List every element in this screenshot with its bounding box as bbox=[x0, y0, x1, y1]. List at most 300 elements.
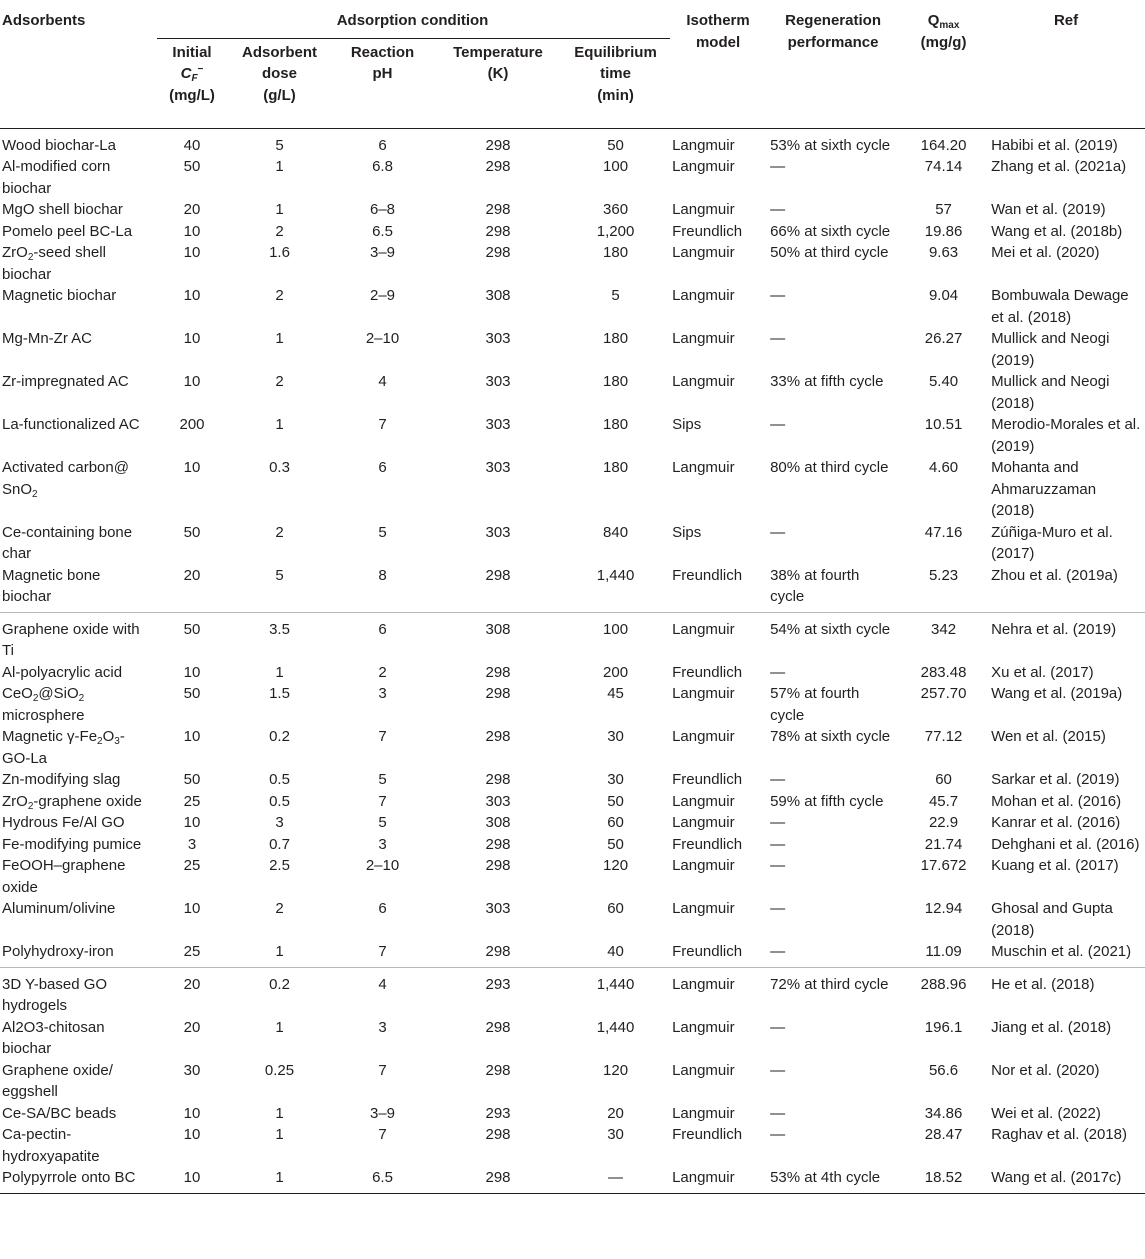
cell-regeneration-performance: — bbox=[770, 663, 786, 681]
cell-regeneration-performance: 54% at sixth cycle bbox=[768, 612, 900, 662]
cell-initial-concentration: 25 bbox=[183, 857, 201, 874]
table-section bbox=[0, 967, 1145, 1193]
table-row bbox=[0, 1017, 1145, 1060]
cell-qmax: 196.1 bbox=[924, 1018, 963, 1036]
cell-adsorbent-dose: 3.5 bbox=[229, 612, 332, 662]
cell-initial-concentration: 50 bbox=[183, 685, 201, 702]
cell-isotherm-model: Freundlich bbox=[672, 222, 743, 240]
adsorbent-formula-part: -graphene oxide bbox=[33, 792, 142, 810]
cell-qmax: 4.60 bbox=[928, 459, 959, 476]
cell-isotherm-model: Langmuir bbox=[672, 287, 735, 304]
cell-temperature: 298 bbox=[485, 771, 511, 788]
cell-qmax: 288.96 bbox=[900, 967, 989, 1017]
cell-reaction-ph: 5 bbox=[378, 771, 387, 788]
cell-adsorbent-dose: 1 bbox=[275, 943, 284, 960]
cell-initial-concentration: 10 bbox=[183, 1104, 201, 1122]
cell-equilibrium-time: 180 bbox=[603, 416, 629, 433]
adsorbent-formula-part: ZrO bbox=[2, 792, 28, 810]
cell-qmax: 77.12 bbox=[924, 728, 963, 745]
cell-regeneration-performance: — bbox=[770, 523, 786, 541]
cell-adsorbent: La-functionalized AC bbox=[2, 416, 140, 433]
header-regeneration-performance: Regeneration performance bbox=[785, 12, 881, 51]
cell-reaction-ph: 6.5 bbox=[332, 1167, 435, 1193]
cell-reaction-ph: 7 bbox=[378, 728, 387, 745]
cell-temperature: 298 bbox=[485, 857, 511, 874]
adsorbent-formula-part: CeO bbox=[2, 685, 33, 702]
cell-reference: Dehghani et al. (2016) bbox=[991, 835, 1140, 853]
cell-reference: Wang et al. (2017c) bbox=[989, 1167, 1145, 1193]
cell-adsorbent bbox=[0, 242, 157, 285]
cell-adsorbent-dose: 3 bbox=[275, 814, 284, 831]
cell-adsorbent: Polyhydroxy-iron bbox=[2, 943, 114, 960]
table-row bbox=[0, 662, 1145, 684]
cell-equilibrium-time: 50 bbox=[607, 136, 624, 154]
table-row bbox=[0, 726, 1145, 769]
adsorbent-formula-part: 2 bbox=[32, 488, 38, 500]
cell-temperature: 308 bbox=[485, 287, 511, 304]
table-row bbox=[0, 941, 1145, 967]
cell-adsorbent: Fe-modifying pumice bbox=[2, 835, 142, 853]
cell-reaction-ph: 3 bbox=[378, 835, 387, 853]
cell-adsorbent: Magnetic biochar bbox=[2, 287, 117, 304]
cell-adsorbent: Wood biochar-La bbox=[2, 136, 116, 154]
cell-reference: Raghav et al. (2018) bbox=[991, 1126, 1127, 1143]
cell-reaction-ph: 3 bbox=[378, 1018, 387, 1036]
cell-qmax: 22.9 bbox=[928, 814, 959, 831]
table-section bbox=[0, 128, 1145, 612]
table-section bbox=[0, 612, 1145, 967]
table-row bbox=[0, 769, 1145, 791]
cell-initial-concentration: 10 bbox=[183, 244, 201, 261]
cell-qmax: 342 bbox=[900, 612, 989, 662]
cell-temperature: 303 bbox=[485, 416, 511, 433]
table-row bbox=[0, 522, 1145, 565]
cell-adsorbent: Zn-modifying slag bbox=[2, 771, 121, 788]
cell-adsorbent-dose: 0.7 bbox=[269, 835, 290, 853]
cell-reference: Wang et al. (2018b) bbox=[991, 222, 1123, 240]
cell-adsorbent-dose: 1 bbox=[275, 158, 284, 175]
cell-reference: Ghosal and Gupta (2018) bbox=[991, 900, 1113, 939]
cell-isotherm-model: Sips bbox=[672, 523, 702, 541]
header-ref: Ref bbox=[1053, 12, 1079, 29]
cell-temperature: 298 bbox=[485, 835, 511, 853]
cell-equilibrium-time: 20 bbox=[607, 1104, 624, 1122]
cell-reaction-ph: 5 bbox=[378, 814, 387, 831]
cell-regeneration-performance: 38% at fourth cycle bbox=[770, 566, 860, 605]
cell-reference: Mei et al. (2020) bbox=[991, 244, 1100, 261]
cell-equilibrium-time: 30 bbox=[607, 1126, 624, 1143]
adsorbent-formula-part: -GO-La bbox=[2, 728, 125, 767]
cell-adsorbent: Hydrous Fe/Al GO bbox=[2, 814, 125, 831]
cell-qmax: 5.40 bbox=[928, 373, 959, 390]
cell-adsorbent-dose: 2 bbox=[275, 222, 284, 240]
cell-adsorbent-dose: 0.2 bbox=[269, 728, 290, 745]
cell-regeneration-performance: — bbox=[770, 771, 786, 788]
cell-reaction-ph: 6 bbox=[378, 900, 387, 917]
cell-equilibrium-time: 360 bbox=[603, 201, 629, 218]
cell-reference: Kuang et al. (2017) bbox=[991, 857, 1119, 874]
cell-reaction-ph: 2–10 bbox=[365, 330, 400, 347]
cell-reference: Sarkar et al. (2019) bbox=[991, 771, 1120, 788]
cell-reference: Mullick and Neogi (2018) bbox=[991, 373, 1110, 412]
cell-temperature: 298 bbox=[485, 158, 511, 175]
cell-regeneration-performance: — bbox=[770, 1061, 786, 1079]
cell-temperature: 303 bbox=[485, 523, 511, 541]
adsorbent-formula-part: 2 bbox=[97, 736, 103, 747]
cell-adsorbent-dose: 2 bbox=[275, 287, 284, 304]
cell-temperature: 303 bbox=[485, 792, 511, 810]
cell-reference: Zhou et al. (2019a) bbox=[991, 566, 1118, 584]
cell-reference: Muschin et al. (2021) bbox=[991, 943, 1132, 960]
cell-adsorbent-dose: 0.2 bbox=[229, 967, 332, 1017]
cell-adsorbent bbox=[0, 726, 157, 769]
cell-equilibrium-time: 100 bbox=[563, 612, 670, 662]
cell-adsorbent: Ce-containing bone char bbox=[2, 523, 133, 562]
cell-reaction-ph: 2–9 bbox=[369, 287, 396, 304]
cell-equilibrium-time: 1,200 bbox=[596, 222, 635, 240]
adsorbent-formula-part: 3 bbox=[114, 736, 120, 747]
cell-regeneration-performance: — bbox=[770, 330, 786, 347]
cell-isotherm-model: Freundlich bbox=[672, 566, 743, 584]
cell-isotherm-model: Langmuir bbox=[672, 136, 735, 154]
cell-regeneration-performance: 33% at fifth cycle bbox=[770, 373, 884, 390]
cell-isotherm-model: Freundlich bbox=[672, 835, 743, 853]
cell-regeneration-performance: — bbox=[770, 835, 786, 853]
cell-reaction-ph: 7 bbox=[378, 1061, 387, 1079]
table-row bbox=[0, 855, 1145, 898]
cell-temperature: 308 bbox=[435, 612, 563, 662]
cell-reference: Wei et al. (2022) bbox=[991, 1104, 1101, 1122]
cell-regeneration-performance: 57% at fourth cycle bbox=[770, 685, 860, 724]
cell-adsorbent-dose: 2 bbox=[275, 523, 284, 541]
cell-reference: Mohanta and Ahmaruzzaman (2018) bbox=[991, 459, 1097, 519]
cell-qmax: 164.20 bbox=[920, 136, 967, 154]
cell-reaction-ph: 6 bbox=[332, 612, 435, 662]
cell-isotherm-model: Langmuir bbox=[672, 1018, 735, 1036]
cell-adsorbent-dose: 1 bbox=[275, 663, 284, 681]
cell-regeneration-performance: 53% at sixth cycle bbox=[770, 136, 891, 154]
cell-isotherm-model: Langmuir bbox=[670, 612, 768, 662]
cell-temperature: 298 bbox=[485, 685, 511, 702]
cell-reaction-ph: 8 bbox=[378, 566, 387, 584]
cell-isotherm-model: Sips bbox=[672, 416, 702, 433]
cell-adsorbent-dose: 1 bbox=[275, 330, 284, 347]
cell-adsorbent: Mg-Mn-Zr AC bbox=[2, 330, 92, 347]
cell-regeneration-performance: 78% at sixth cycle bbox=[770, 728, 891, 745]
cell-temperature: 308 bbox=[485, 814, 511, 831]
cell-reaction-ph: 2 bbox=[378, 663, 387, 681]
cell-reaction-ph: 6.8 bbox=[372, 158, 393, 175]
cell-reaction-ph: 6 bbox=[378, 459, 387, 476]
table-row bbox=[0, 683, 1145, 726]
cell-qmax: 18.52 bbox=[900, 1167, 989, 1193]
cell-initial-concentration: 10 bbox=[183, 900, 201, 917]
adsorbent-formula-part: ZrO bbox=[2, 244, 28, 261]
cell-reference: Mullick and Neogi (2019) bbox=[991, 330, 1110, 369]
cell-qmax: 12.94 bbox=[924, 900, 963, 917]
cell-reference: Nehra et al. (2019) bbox=[989, 612, 1145, 662]
cell-temperature: 303 bbox=[485, 900, 511, 917]
cell-temperature: 298 bbox=[485, 943, 511, 960]
cell-isotherm-model: Freundlich bbox=[672, 1126, 743, 1143]
table-row bbox=[0, 242, 1145, 285]
table-header bbox=[0, 4, 1145, 128]
cell-adsorbent-dose: 0.5 bbox=[269, 792, 290, 810]
cell-regeneration-performance: — bbox=[770, 287, 786, 304]
cell-regeneration-performance: — bbox=[770, 201, 786, 218]
header-reaction-ph: Reaction pH bbox=[350, 43, 415, 82]
cell-equilibrium-time: 120 bbox=[603, 1061, 629, 1079]
cell-reaction-ph: 7 bbox=[378, 1126, 387, 1143]
cell-regeneration-performance: 66% at sixth cycle bbox=[770, 222, 891, 240]
cell-qmax: 11.09 bbox=[925, 943, 962, 960]
cell-equilibrium-time: 5 bbox=[611, 287, 620, 304]
adsorbent-formula-part: 2 bbox=[78, 693, 85, 704]
cell-equilibrium-time: 1,440 bbox=[596, 566, 635, 584]
cell-reaction-ph: 4 bbox=[378, 373, 387, 390]
cell-regeneration-performance: — bbox=[770, 158, 786, 175]
cell-reaction-ph: 6 bbox=[378, 136, 387, 154]
cell-equilibrium-time: 840 bbox=[603, 523, 629, 541]
cell-isotherm-model: Langmuir bbox=[672, 857, 735, 874]
cell-isotherm-model: Langmuir bbox=[672, 728, 735, 745]
cell-initial-concentration: 10 bbox=[183, 459, 201, 476]
cell-isotherm-model: Freundlich bbox=[672, 771, 743, 788]
cell-reaction-ph: 5 bbox=[378, 523, 387, 541]
cell-reference: Nor et al. (2020) bbox=[991, 1061, 1100, 1079]
adsorbent-comparison-table bbox=[0, 4, 1145, 1194]
cell-reference: He et al. (2018) bbox=[989, 967, 1145, 1017]
table-row bbox=[0, 156, 1145, 199]
cell-temperature: 298 bbox=[485, 1061, 511, 1079]
cell-reference: Zhang et al. (2021a) bbox=[991, 158, 1127, 175]
cell-adsorbent-dose: 2 bbox=[275, 373, 284, 390]
cell-equilibrium-time: — bbox=[563, 1167, 670, 1193]
table-row bbox=[0, 791, 1145, 813]
cell-qmax: 57 bbox=[935, 201, 952, 218]
cell-adsorbent: Pomelo peel BC-La bbox=[2, 222, 133, 240]
cell-temperature: 303 bbox=[485, 330, 511, 347]
cell-adsorbent-dose: 0.3 bbox=[269, 459, 290, 476]
cell-equilibrium-time: 1,440 bbox=[596, 1018, 635, 1036]
cell-temperature: 298 bbox=[485, 663, 511, 681]
cell-reaction-ph: 4 bbox=[332, 967, 435, 1017]
table-row bbox=[0, 612, 1145, 662]
cell-isotherm-model: Langmuir bbox=[670, 1167, 768, 1193]
cell-qmax: 19.86 bbox=[924, 222, 963, 240]
cell-initial-concentration: 50 bbox=[183, 523, 201, 541]
table-row bbox=[0, 1167, 1145, 1193]
header-isotherm-model: Isotherm model bbox=[686, 12, 750, 51]
cell-adsorbent-dose: 1 bbox=[275, 1104, 284, 1122]
cell-reaction-ph: 3 bbox=[378, 685, 387, 702]
cell-isotherm-model: Langmuir bbox=[672, 373, 735, 390]
cell-initial-concentration: 20 bbox=[183, 201, 201, 218]
cell-temperature: 293 bbox=[435, 967, 563, 1017]
header-adsorbents: Adsorbents bbox=[2, 12, 86, 29]
cell-initial-concentration: 10 bbox=[183, 1126, 201, 1143]
cell-adsorbent: MgO shell biochar bbox=[2, 201, 123, 218]
cell-isotherm-model: Langmuir bbox=[672, 244, 735, 261]
cell-adsorbent-dose: 5 bbox=[275, 566, 284, 584]
table-row bbox=[0, 812, 1145, 834]
table-row bbox=[0, 457, 1145, 522]
cell-equilibrium-time: 180 bbox=[603, 459, 629, 476]
cell-reaction-ph: 6–8 bbox=[369, 201, 396, 218]
cell-regeneration-performance: — bbox=[770, 943, 786, 960]
cell-regeneration-performance: — bbox=[770, 857, 786, 874]
cell-qmax: 257.70 bbox=[920, 685, 967, 702]
cell-reaction-ph: 3–9 bbox=[369, 244, 396, 261]
cell-initial-concentration: 10 bbox=[183, 728, 201, 745]
adsorbent-formula-part: 2 bbox=[32, 693, 39, 704]
adsorbent-formula-part: 2 bbox=[27, 252, 34, 263]
cell-isotherm-model: Freundlich bbox=[672, 663, 743, 681]
cell-qmax: 5.23 bbox=[928, 566, 959, 584]
cell-qmax: 10.51 bbox=[924, 416, 963, 433]
cell-isotherm-model: Langmuir bbox=[672, 201, 735, 218]
table-row bbox=[0, 1060, 1145, 1103]
cell-initial-concentration: 10 bbox=[183, 330, 201, 347]
cell-regeneration-performance: 80% at third cycle bbox=[770, 459, 889, 476]
cell-regeneration-performance: — bbox=[770, 1104, 786, 1122]
adsorbent-formula-part: microsphere bbox=[2, 706, 85, 724]
cell-reaction-ph: 7 bbox=[378, 943, 387, 960]
cell-isotherm-model: Langmuir bbox=[672, 900, 735, 917]
cell-reference: Xu et al. (2017) bbox=[991, 663, 1094, 681]
cell-adsorbent: FeOOH–graphene oxide bbox=[2, 857, 126, 896]
cell-qmax: 28.47 bbox=[924, 1126, 963, 1143]
cell-equilibrium-time: 40 bbox=[607, 943, 624, 960]
table-row bbox=[0, 1103, 1145, 1125]
cell-initial-concentration: 25 bbox=[183, 943, 201, 960]
cell-initial-concentration: 20 bbox=[157, 967, 229, 1017]
cell-regeneration-performance: 72% at third cycle bbox=[768, 967, 900, 1017]
cell-initial-concentration: 40 bbox=[183, 136, 201, 154]
cell-equilibrium-time: 30 bbox=[607, 728, 624, 745]
cell-adsorbent-dose: 1.6 bbox=[269, 244, 290, 261]
cell-adsorbent-dose: 5 bbox=[275, 136, 284, 154]
cell-reaction-ph: 3–9 bbox=[369, 1104, 396, 1122]
cell-adsorbent bbox=[0, 791, 157, 813]
header-adsorption-condition: Adsorption condition bbox=[157, 4, 670, 38]
cell-qmax: 45.7 bbox=[928, 792, 959, 810]
cell-initial-concentration: 10 bbox=[183, 663, 201, 681]
cell-reference: Merodio-Morales et al. (2019) bbox=[991, 416, 1141, 455]
cell-temperature: 303 bbox=[485, 373, 511, 390]
cell-temperature: 298 bbox=[485, 136, 511, 154]
cell-reaction-ph: 6.5 bbox=[372, 222, 393, 240]
cell-adsorbent bbox=[0, 683, 157, 726]
cell-qmax: 60 bbox=[935, 771, 952, 788]
cell-adsorbent-dose: 0.5 bbox=[269, 771, 290, 788]
table-row bbox=[0, 1124, 1145, 1167]
cell-adsorbent-dose: 1 bbox=[275, 1126, 284, 1143]
cell-adsorbent: Graphene oxide/ eggshell bbox=[2, 1061, 113, 1100]
cell-adsorbent-dose: 2 bbox=[275, 900, 284, 917]
table-row bbox=[0, 834, 1145, 856]
adsorbent-formula-part: @SiO bbox=[38, 685, 79, 702]
table-row bbox=[0, 128, 1145, 156]
cell-isotherm-model: Langmuir bbox=[672, 792, 735, 810]
cell-adsorbent-dose: 1 bbox=[275, 1018, 284, 1036]
cell-equilibrium-time: 60 bbox=[607, 814, 624, 831]
cell-equilibrium-time: 120 bbox=[603, 857, 629, 874]
header-equilibrium-time: Equilibrium time (min) bbox=[574, 43, 657, 104]
cell-qmax: 26.27 bbox=[924, 330, 963, 347]
cell-isotherm-model: Langmuir bbox=[672, 1061, 735, 1079]
adsorbent-comparison-table-container bbox=[0, 4, 1145, 1194]
cell-qmax: 17.672 bbox=[920, 857, 967, 874]
cell-adsorbent-dose: 2.5 bbox=[269, 857, 290, 874]
cell-isotherm-model: Freundlich bbox=[672, 943, 743, 960]
cell-adsorbent-dose: 1 bbox=[229, 1167, 332, 1193]
cell-temperature: 303 bbox=[485, 459, 511, 476]
cell-qmax: 9.63 bbox=[928, 244, 959, 261]
table-row bbox=[0, 328, 1145, 371]
header-qmax: $Q_{max}$ (mg/g) bbox=[920, 12, 967, 51]
cell-reference: Bombuwala Dewage et al. (2018) bbox=[991, 287, 1129, 326]
cell-initial-concentration: 20 bbox=[183, 566, 201, 584]
cell-adsorbent: Al-polyacrylic acid bbox=[2, 663, 123, 681]
table-row bbox=[0, 199, 1145, 221]
cell-isotherm-model: Langmuir bbox=[672, 685, 735, 702]
cell-initial-concentration: 25 bbox=[183, 792, 201, 810]
cell-initial-concentration: 10 bbox=[183, 373, 201, 390]
cell-temperature: 293 bbox=[485, 1104, 511, 1122]
cell-isotherm-model: Langmuir bbox=[672, 330, 735, 347]
cell-regeneration-performance: — bbox=[770, 1018, 786, 1036]
adsorbent-formula-part: Activated carbon@ SnO bbox=[2, 459, 129, 498]
cell-equilibrium-time: 60 bbox=[607, 900, 624, 917]
cell-equilibrium-time: 180 bbox=[603, 244, 629, 261]
cell-adsorbent: Graphene oxide with Ti bbox=[0, 612, 157, 662]
cell-qmax: 56.6 bbox=[928, 1061, 959, 1079]
table-row bbox=[0, 285, 1145, 328]
cell-adsorbent: Ce-SA/BC beads bbox=[2, 1104, 117, 1122]
cell-isotherm-model: Langmuir bbox=[672, 459, 735, 476]
cell-reference: Zúñiga-Muro et al. (2017) bbox=[991, 523, 1113, 562]
cell-equilibrium-time: 180 bbox=[603, 373, 629, 390]
table-row bbox=[0, 898, 1145, 941]
cell-adsorbent: Magnetic bone biochar bbox=[2, 566, 101, 605]
cell-qmax: 283.48 bbox=[920, 663, 967, 681]
cell-regeneration-performance: 53% at 4th cycle bbox=[768, 1167, 900, 1193]
cell-reference: Jiang et al. (2018) bbox=[991, 1018, 1112, 1036]
cell-initial-concentration: 10 bbox=[183, 814, 201, 831]
cell-temperature: 298 bbox=[485, 1018, 511, 1036]
cell-initial-concentration: 10 bbox=[183, 222, 201, 240]
header-adsorbent-dose: Adsorbent dose (g/L) bbox=[242, 43, 317, 104]
cell-reaction-ph: 2–10 bbox=[365, 857, 400, 874]
cell-reaction-ph: 7 bbox=[378, 416, 387, 433]
cell-reaction-ph: 7 bbox=[378, 792, 387, 810]
cell-reference: Habibi et al. (2019) bbox=[991, 136, 1118, 154]
adsorbent-formula-part: O bbox=[102, 728, 115, 745]
cell-temperature: 298 bbox=[485, 201, 511, 218]
cell-equilibrium-time: 30 bbox=[607, 771, 624, 788]
cell-qmax: 9.04 bbox=[928, 287, 959, 304]
cell-adsorbent: Zr-impregnated AC bbox=[2, 373, 129, 390]
cell-isotherm-model: Langmuir bbox=[670, 967, 768, 1017]
cell-reference: Wan et al. (2019) bbox=[991, 201, 1106, 218]
cell-adsorbent-dose: 0.25 bbox=[264, 1061, 295, 1079]
cell-isotherm-model: Langmuir bbox=[672, 814, 735, 831]
table-row bbox=[0, 967, 1145, 1017]
cell-regeneration-performance: 50% at third cycle bbox=[770, 244, 889, 261]
cell-reference: Wang et al. (2019a) bbox=[991, 685, 1123, 702]
table-row bbox=[0, 371, 1145, 414]
